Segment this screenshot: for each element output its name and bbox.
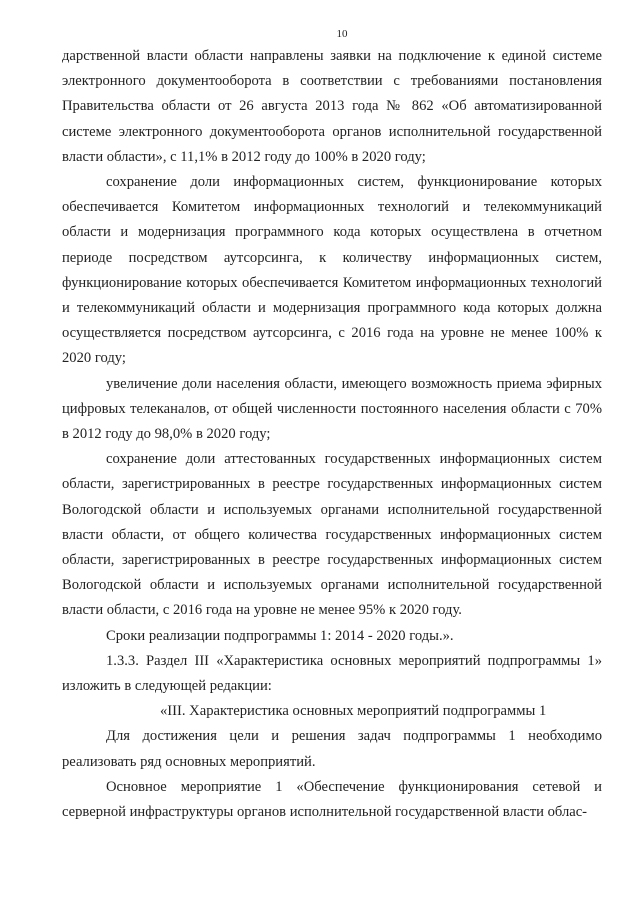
section-heading: «III. Характеристика основных мероприятий подпрограммы 1: [160, 703, 547, 720]
paragraph-section-amendment: 1.3.3. Раздел III «Характеристика основных мероприятий подпрограммы 1» изложить в следующей редакции:: [62, 652, 602, 695]
paragraph-implementation-period: Сроки реализации подпрограммы 1: 2014 - 2020 годы.».: [106, 627, 454, 644]
paragraph-certified-systems-share: сохранение доли аттестованных государственных информационных систем области, зарегистрированных в реестре государственных информационных систем Вологодской области и используемых органами исполнительной государственной власти области, от общего количества государственных информационных систем области, зарегистрированных в реестре государственных информационных систем Вологодской области и используемых органами исполнительной государственной власти области, с 2016 года на уровне не менее 95% к 2020 году.: [62, 451, 602, 619]
page-number: 10: [336, 28, 348, 40]
paragraph-main-activity-1: Основное мероприятие 1 «Обеспечение функционирования сетевой и серверной инфраструктуры органов исполнительной государственной власти облас-: [62, 778, 602, 821]
paragraph-email-connection: дарственной власти области направлены заявки на подключение к единой системе электронного документооборота в соответствии с требованиями постановления Правительства области от 26 августа 2013 года № 862 «Об автоматизированной системе электронного документооборота органов исполнительной государственной власти области», с 11,1% в 2012 году до 100% в 2020 году;: [62, 48, 602, 165]
paragraph-goal-achievement: Для достижения цели и решения задач подпрограммы 1 необходимо реализовать ряд основных мероприятий.: [62, 728, 602, 770]
paragraph-digital-tv-coverage: увеличение доли населения области, имеющего возможность приема эфирных цифровых телеканалов, от общей численности постоянного населения области с 70% в 2012 году до 98,0% в 2020 году;: [62, 375, 602, 443]
paragraph-information-systems-share: сохранение доли информационных систем, функционирование которых обеспечивается Комитетом информационных технологий и телекоммуникаций области и модернизация программного кода которых осуществлена в отчетном периоде посредством аутсорсинга, к количеству информационных систем, функционирование которых обеспечивается Комитетом информационных технологий и телекоммуникаций области и модернизация программного кода которых должна осуществляется посредством аутсорсинга, с 2016 года на уровне не менее 100% к 2020 году;: [62, 174, 602, 367]
